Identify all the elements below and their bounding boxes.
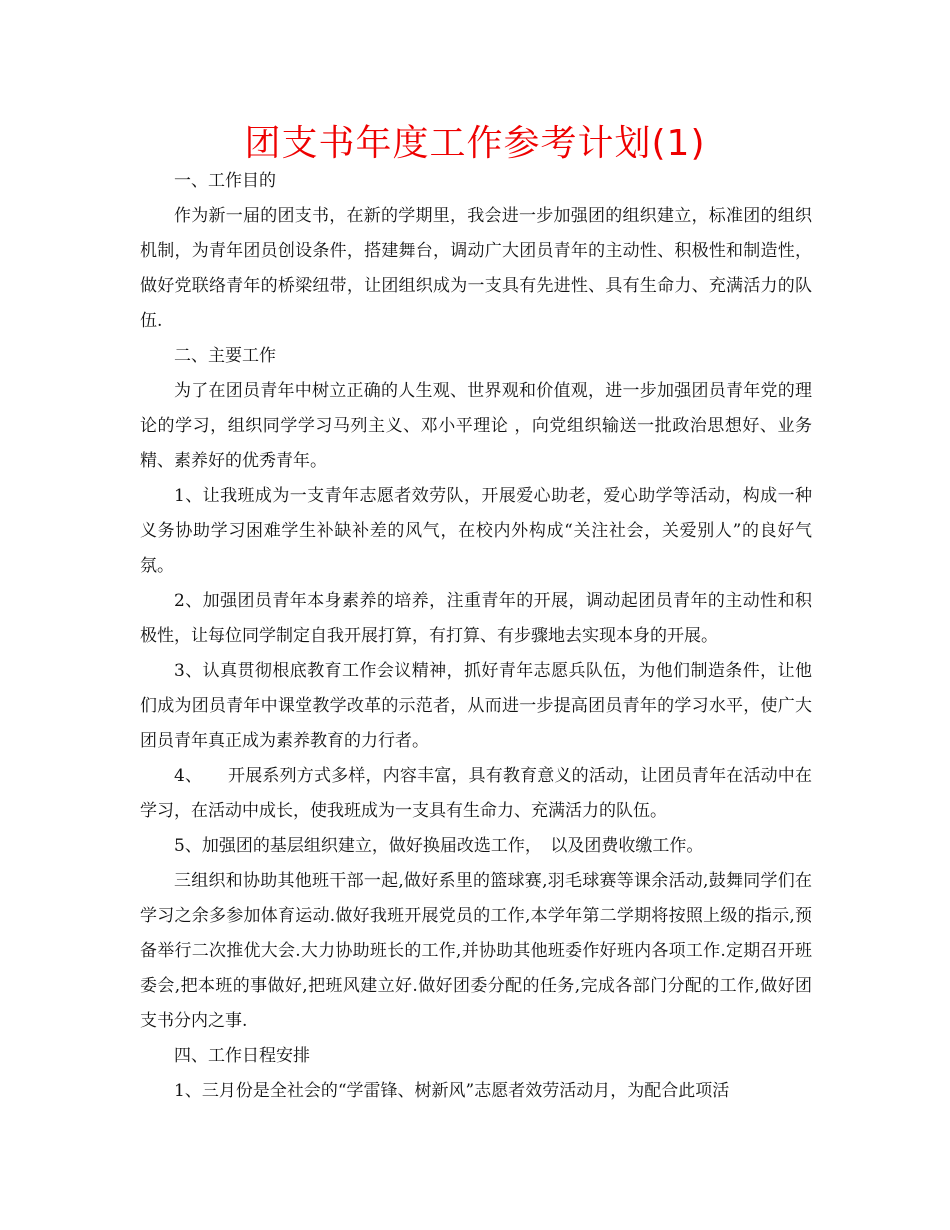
paragraph-main-work-intro: 为了在团员青年中树立正确的人生观、世界观和价值观，进一步加强团员青年党的理论的学习，组织同学学习马列主义、邓小平理论 ，向党组织输送一批政治思想好、业务精、素养好的优秀青年。 (140, 381, 812, 471)
section-heading-schedule: 四、工作日程安排 (174, 1046, 310, 1066)
paragraph-schedule-1: 1、三月份是全社会的“学雷锋、树新风”志愿者效劳活动月，为配合此项活 (174, 1081, 730, 1101)
paragraph-item-5: 5、加强团的基层组织建立，做好换届改选工作， 以及团费收缴工作。 (174, 836, 704, 856)
paragraph-item-3: 3、认真贯彻根底教育工作会议精神，抓好青年志愿兵队伍，为他们制造条件，让他们成为团员青年中课堂教学改革的示范者，从而进一步提高团员青年的学习水平，使广大团员青年真正成为素养教育的力行者。 (140, 661, 812, 751)
paragraph-item-2: 2、加强团员青年本身素养的培养，注重青年的开展，调动起团员青年的主动性和积极性，让每位同学制定自我开展打算，有打算、有步骤地去实现本身的开展。 (140, 591, 812, 646)
paragraph-purpose: 作为新一届的团支书，在新的学期里，我会进一步加强团的组织建立，标准团的组织机制，为青年团员创设条件，搭建舞台，调动广大团员青年的主动性、积极性和制造性，做好党联络青年的桥梁纽带，让团组织成为一支具有先进性、具有生命力、充满活力的队伍. (140, 206, 812, 331)
paragraph-item-4: 4、 开展系列方式多样，内容丰富，具有教育意义的活动，让团员青年在活动中在学习，在活动中成长，使我班成为一支具有生命力、充满活力的队伍。 (140, 766, 812, 821)
document-title: 团支书年度工作参考计划(1) (244, 123, 706, 164)
paragraph-section-three: 三组织和协助其他班干部一起,做好系里的篮球赛,羽毛球赛等课余活动,鼓舞同学们在学习之余多参加体育运动.做好我班开展党员的工作,本学年第二学期将按照上级的指示,预备举行二次推优大会.大力协助班长的工作,并协助其他班委作好班内各项工作.定期召开班委会,把本班的事做好,把班风建立好.做好团委分配的任务,完成各部门分配的工作,做好团支书分内之事. (140, 871, 812, 1031)
section-heading-main-work: 二、主要工作 (174, 346, 276, 366)
document-body (140, 164, 812, 1109)
section-heading-purpose: 一、工作目的 (174, 171, 276, 191)
paragraph-item-1: 1、让我班成为一支青年志愿者效劳队，开展爱心助老，爱心助学等活动，构成一种义务协助学习困难学生补缺补差的风气，在校内外构成“关注社会，关爱别人”的良好气氛。 (140, 486, 812, 576)
